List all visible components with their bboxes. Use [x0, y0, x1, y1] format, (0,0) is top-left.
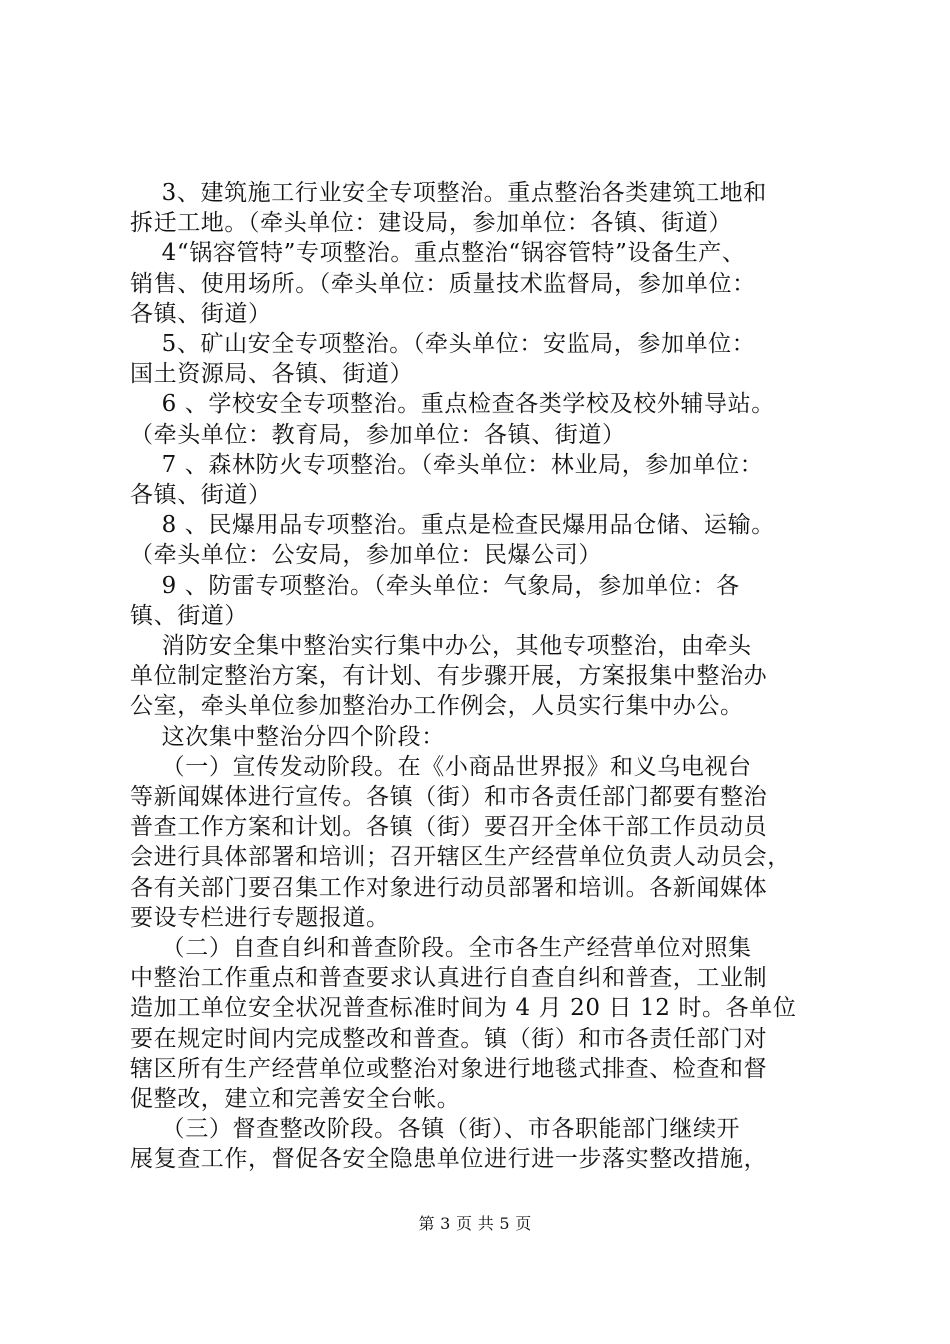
text-line: 单位制定整治方案，有计划、有步骤开展，方案报集中整治办: [130, 663, 768, 689]
text-line: 国土资源局、各镇、街道）: [130, 361, 414, 387]
text-line: （二）自查自纠和普查阶段。全市各生产经营单位对照集: [130, 935, 752, 961]
text-line: 5、矿山安全专项整治。（牵头单位：安监局，参加单位：: [130, 331, 756, 357]
text-line: 8 、民爆用品专项整治。重点是检查民爆用品仓储、运输。: [130, 512, 775, 538]
text-line: 3、建筑施工行业安全专项整治。重点整治各类建筑工地和: [130, 180, 767, 206]
text-line: 会进行具体部署和培训；召开辖区生产经营单位负责人动员会，: [130, 844, 791, 870]
text-line: 销售、使用场所。（牵头单位：质量技术监督局，参加单位：: [130, 271, 756, 297]
text-line: 9 、防雷专项整治。（牵头单位：气象局，参加单位：各: [130, 573, 740, 599]
text-line: 展复查工作，督促各安全隐患单位进行进一步落实整改措施，: [130, 1146, 768, 1172]
text-line: 4“锅容管特”专项整治。重点整治“锅容管特”设备生产、: [130, 240, 746, 266]
text-line: 要在规定时间内完成整改和普查。镇（街）和市各责任部门对: [130, 1026, 768, 1052]
text-line: （牵头单位：教育局，参加单位：各镇、街道）: [130, 422, 626, 448]
text-line: 7 、森林防火专项整治。（牵头单位：林业局，参加单位：: [130, 452, 764, 478]
text-line: 普查工作方案和计划。各镇（街）要召开全体干部工作员动员: [130, 814, 768, 840]
text-line: 各镇、街道）: [130, 482, 272, 508]
text-line: 这次集中整治分四个阶段：: [130, 724, 445, 750]
text-line: 6 、学校安全专项整治。重点检查各类学校及校外辅导站。: [130, 391, 775, 417]
text-line: 消防安全集中整治实行集中办公，其他专项整治，由牵头: [130, 633, 752, 659]
text-line: 促整改，建立和完善安全台帐。: [130, 1086, 461, 1112]
text-line: 各镇、街道）: [130, 301, 272, 327]
page-footer: 第 3 页 共 5 页: [418, 1214, 532, 1233]
text-line: （一）宣传发动阶段。在《小商品世界报》和义乌电视台: [130, 754, 752, 780]
text-line: 中整治工作重点和普查要求认真进行自查自纠和普查，工业制: [130, 965, 768, 991]
text-line: 辖区所有生产经营单位或整治对象进行地毯式排查、检查和督: [130, 1056, 768, 1082]
text-line: 各有关部门要召集工作对象进行动员部署和培训。各新闻媒体: [130, 875, 768, 901]
text-line: 镇、街道）: [130, 603, 248, 629]
text-line: 等新闻媒体进行宣传。各镇（街）和市各责任部门都要有整治: [130, 784, 768, 810]
text-line: （三）督查整改阶段。各镇（街）、市各职能部门继续开: [130, 1116, 741, 1142]
text-line: 公室，牵头单位参加整治办工作例会，人员实行集中办公。: [130, 693, 744, 719]
text-line: 造加工单位安全状况普查标准时间为 4 月 20 日 12 时。各单位: [130, 995, 797, 1021]
text-line: （牵头单位：公安局，参加单位：民爆公司）: [130, 542, 602, 568]
text-line: 要设专栏进行专题报道。: [130, 905, 390, 931]
text-line: 拆迁工地。（牵头单位：建设局，参加单位：各镇、街道）: [130, 210, 733, 236]
